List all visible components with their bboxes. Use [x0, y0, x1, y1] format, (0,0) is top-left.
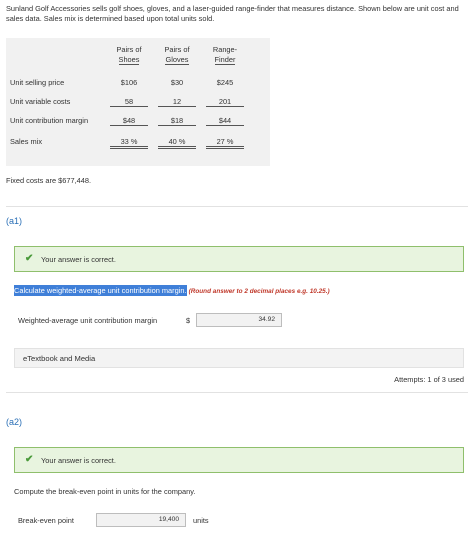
weighted-margin-input[interactable]: 34.92 — [196, 313, 282, 327]
data-table-panel — [6, 38, 270, 166]
cell-finder-price: $245 — [216, 78, 234, 87]
cell-finder-margin: $44 — [206, 116, 244, 126]
cell-shoes-variable: 58 — [110, 97, 148, 107]
question-a1-highlight: Calculate weighted-average unit contribution margin. — [14, 286, 187, 295]
divider — [6, 206, 468, 207]
etextbook-and-media-section[interactable]: eTextbook and Media — [14, 348, 464, 368]
success-text-a2: Your answer is correct. — [41, 456, 116, 465]
fixed-costs-text: Fixed costs are $677,448. — [6, 176, 92, 185]
question-a2: Compute the break-even point in units for the company. — [14, 487, 196, 496]
cell-gloves-variable: 12 — [158, 97, 196, 107]
divider — [6, 392, 468, 393]
success-banner-a1 — [14, 246, 464, 272]
column-header-shoes: Pairs of Shoes — [116, 45, 142, 64]
currency-symbol: $ — [186, 316, 191, 325]
cell-gloves-margin: $18 — [158, 116, 196, 126]
column-header-range-finder: Range- Finder — [212, 45, 238, 64]
part-label-a1: (a1) — [6, 216, 23, 226]
cell-shoes-margin: $48 — [110, 116, 148, 126]
column-header-gloves: Pairs of Gloves — [164, 45, 190, 64]
cell-shoes-price: $106 — [120, 78, 138, 87]
success-text-a1: Your answer is correct. — [41, 255, 116, 264]
check-icon: ✔ — [25, 253, 34, 264]
problem-intro: Sunland Golf Accessories sells golf shoes, gloves, and a laser-guided range-finder that measures distance. Shown below are unit cost and sales data. Sales mix is determined based upon total units sold. — [6, 4, 459, 23]
cell-finder-variable: 201 — [206, 97, 244, 107]
cell-gloves-price: $30 — [170, 78, 184, 87]
cell-finder-mix: 27 % — [206, 137, 244, 149]
row-label-contribution-margin: Unit contribution margin — [10, 116, 89, 125]
cell-gloves-mix: 40 % — [158, 137, 196, 149]
part-label-a2: (a2) — [6, 417, 23, 427]
success-banner-a2 — [14, 447, 464, 473]
question-a1-note: (Round answer to 2 decimal places e.g. 10.25.) — [188, 288, 330, 295]
question-a1 — [14, 286, 330, 295]
field-label-break-even: Break-even point — [18, 516, 74, 525]
field-label-weighted-margin: Weighted-average unit contribution margin — [18, 316, 158, 325]
break-even-input[interactable]: 19,400 — [96, 513, 186, 527]
row-label-sales-mix: Sales mix — [10, 137, 43, 146]
units-label: units — [193, 516, 209, 525]
cell-shoes-mix: 33 % — [110, 137, 148, 149]
attempts-counter: Attempts: 1 of 3 used — [394, 375, 464, 384]
row-label-variable-costs: Unit variable costs — [10, 97, 71, 106]
row-label-selling-price: Unit selling price — [10, 78, 65, 87]
check-icon: ✔ — [25, 454, 34, 465]
